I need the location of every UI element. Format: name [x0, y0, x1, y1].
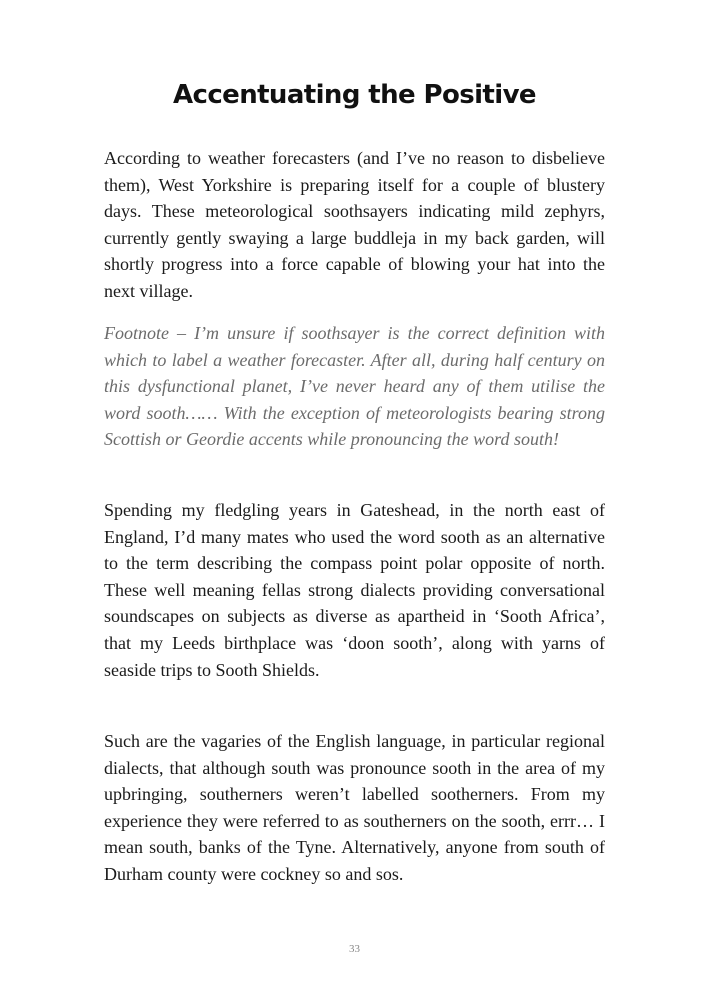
paragraph-vagaries: Such are the vagaries of the English language, in particular regional dialects, that although south was pronounce sooth in the area of my upbringing, southerners weren’t labelled sootherners. From my experience they were referred to as southerners on the sooth, errr… I mean south, banks of the Tyne. Alternatively, anyone from south of Durham county were cockney so and sos. [104, 731, 605, 884]
page-number: 33 [349, 943, 360, 955]
chapter-title: Accentuating the Positive [173, 80, 536, 110]
paragraph-gateshead: Spending my fledgling years in Gateshead, in the north east of England, I’d many mates who used the word sooth as an alternative to the term describing the compass point polar opposite of north. These well meaning fellas strong dialects providing conversational soundscapes on subjects as diverse as apartheid in ‘Sooth Africa’, that my Leeds birthplace was ‘doon sooth’, along with yarns of seaside trips to Sooth Shields. [104, 500, 605, 680]
footnote-paragraph: Footnote – I’m unsure if soothsayer is the correct definition with which to label a weather forecaster. After all, during half century on this dysfunctional planet, I’ve never heard any of them utilise the word sooth…… With the exception of meteorologists bearing strong Scottish or Geordie accents while pronouncing the word south! [104, 323, 605, 450]
paragraph-intro: According to weather forecasters (and I’ve no reason to disbelieve them), West Yorkshire is preparing itself for a couple of blustery days. These meteorological soothsayers indicating mild zephyrs, currently gently swaying a large buddleja in my back garden, will shortly progress into a force capable of blowing your hat into the next village. [104, 148, 605, 301]
